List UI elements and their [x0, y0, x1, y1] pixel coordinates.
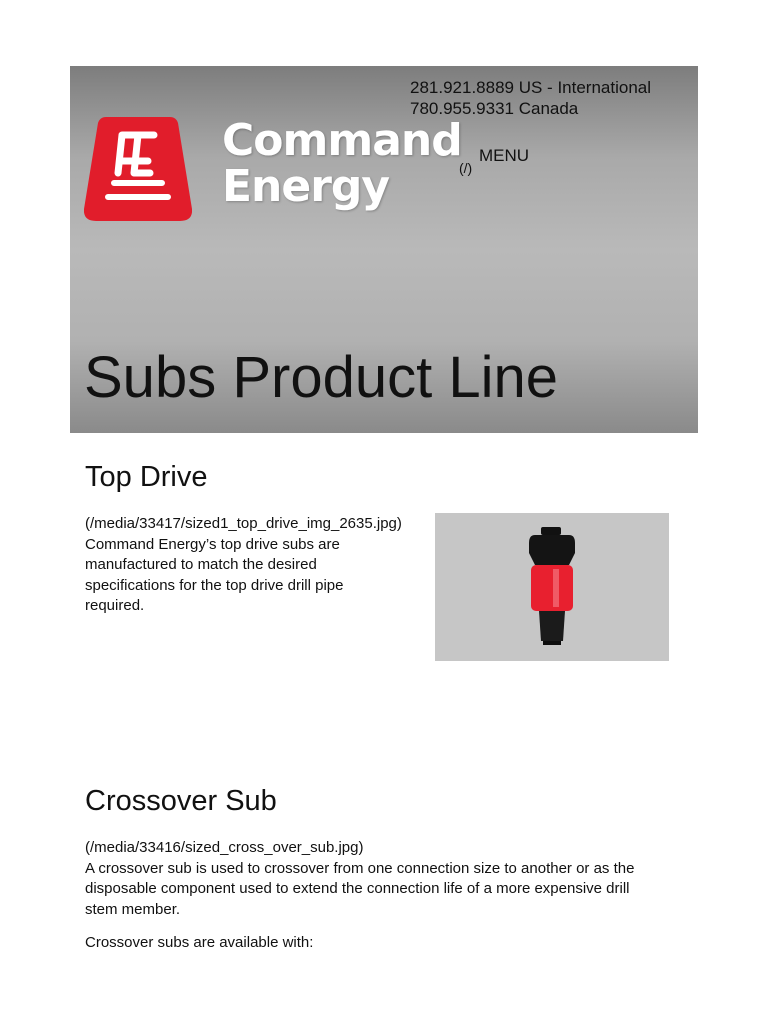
crossover-availability-note: Crossover subs are available with: [85, 934, 314, 951]
section-title-crossover-sub: Crossover Sub [85, 785, 277, 817]
text-line: required. [85, 597, 145, 614]
top-drive-sub-image[interactable] [435, 513, 669, 661]
command-energy-logo-icon[interactable] [84, 117, 192, 221]
page-title: Subs Product Line [84, 345, 558, 410]
text-line: specifications for the top drive drill pipe [85, 576, 344, 594]
brand-line-2: Energy [222, 161, 390, 212]
home-link[interactable]: (/) [459, 160, 473, 176]
menu-button[interactable]: MENU [479, 146, 530, 165]
section-title-top-drive: Top Drive [85, 461, 208, 493]
brand-name[interactable] [222, 115, 462, 212]
image-link[interactable]: (/media/33416/sized_cross_over_sub.jpg) [85, 839, 364, 856]
top-drive-description [85, 514, 402, 617]
text-line: stem member. [85, 900, 181, 918]
top-drive-sub-photo-icon [435, 513, 669, 661]
text-line: A crossover sub is used to crossover from one connection size to another or as the [85, 859, 635, 877]
text-line: disposable component used to extend the connection life of a more expensive drill [85, 880, 630, 897]
phone-us[interactable]: 281.921.8889 US - International [410, 78, 652, 97]
text-line: Command Energy’s top drive subs are [85, 535, 340, 553]
header-banner [70, 66, 698, 433]
brand-line-1: Command [222, 115, 462, 166]
phone-numbers [410, 77, 651, 119]
text-line: manufactured to match the desired [85, 556, 317, 573]
image-link[interactable]: (/media/33417/sized1_top_drive_img_2635.jpg) [85, 515, 402, 532]
crossover-description [85, 838, 634, 920]
phone-canada[interactable]: 780.955.9331 Canada [410, 99, 579, 118]
